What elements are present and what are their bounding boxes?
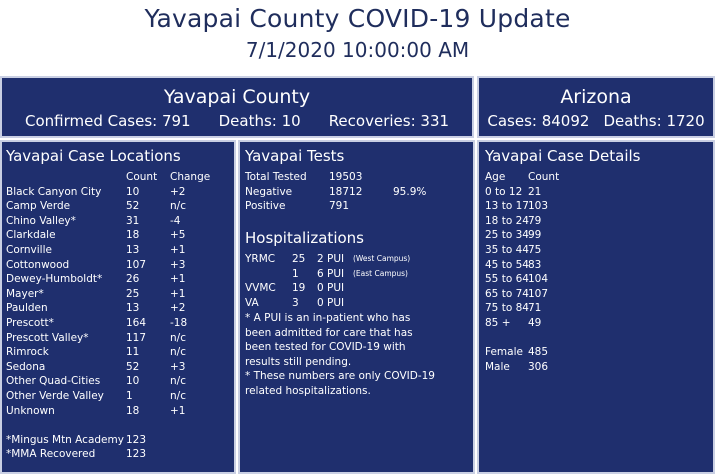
location-name: Camp Verde bbox=[6, 200, 71, 213]
location-count: 31 bbox=[126, 214, 140, 227]
tests-title: Yavapai Tests bbox=[245, 147, 345, 165]
location-change: n/c bbox=[170, 389, 186, 402]
extra-location-name: *MMA Recovered bbox=[6, 448, 96, 461]
age-row bbox=[485, 258, 711, 273]
age-count: 83 bbox=[528, 258, 542, 271]
location-row bbox=[6, 404, 232, 419]
hospital-row bbox=[245, 267, 471, 282]
location-row bbox=[6, 228, 232, 243]
location-change: +3 bbox=[170, 258, 186, 271]
locations-extra-rows bbox=[6, 433, 232, 462]
location-row bbox=[6, 287, 232, 302]
hospital-row bbox=[245, 296, 471, 311]
gender-label: Female bbox=[485, 346, 523, 359]
location-name: Other Quad-Cities bbox=[6, 375, 101, 388]
tests-table bbox=[245, 170, 471, 214]
pui-note-line: results still pending. bbox=[245, 355, 352, 368]
age-group: 35 to 44 bbox=[485, 243, 529, 256]
age-count: 103 bbox=[528, 200, 549, 213]
age-group: 75 to 84 bbox=[485, 302, 529, 315]
age-count: 21 bbox=[528, 185, 542, 198]
location-count: 117 bbox=[126, 331, 147, 344]
gender-count: 306 bbox=[528, 360, 549, 373]
location-row bbox=[6, 185, 232, 200]
location-change: +2 bbox=[170, 185, 186, 198]
location-count: 164 bbox=[126, 316, 147, 329]
pui-note-line: been tested for COVID-19 with bbox=[245, 341, 406, 354]
hospital-count: 1 bbox=[292, 267, 299, 280]
location-count: 13 bbox=[126, 243, 140, 256]
hospital-name: VVMC bbox=[245, 282, 276, 295]
arizona-cases: Cases: 84092 bbox=[487, 112, 590, 130]
hospital-name: YRMC bbox=[245, 253, 276, 265]
location-change: +2 bbox=[170, 302, 186, 315]
age-count: 75 bbox=[528, 243, 542, 256]
location-change: +1 bbox=[170, 273, 186, 286]
hospital-name: VA bbox=[245, 296, 259, 309]
location-count: 13 bbox=[126, 302, 140, 315]
location-count: 52 bbox=[126, 200, 140, 213]
hospital-count: 19 bbox=[292, 282, 306, 295]
case-details-panel bbox=[477, 140, 715, 474]
location-row bbox=[6, 345, 232, 360]
age-group: 18 to 24 bbox=[485, 214, 529, 227]
extra-location-count: 123 bbox=[126, 448, 147, 461]
location-row bbox=[6, 214, 232, 229]
test-row bbox=[245, 199, 471, 214]
pui-note-line: been admitted for care that has bbox=[245, 326, 413, 339]
age-count: 104 bbox=[528, 273, 549, 286]
arizona-stats bbox=[479, 112, 713, 130]
extra-location-row bbox=[6, 433, 232, 448]
hosp-table bbox=[245, 252, 471, 310]
location-change: n/c bbox=[170, 346, 186, 359]
age-row bbox=[485, 272, 711, 287]
details-table bbox=[485, 170, 711, 374]
location-name: Clarkdale bbox=[6, 229, 56, 242]
arizona-title: Arizona bbox=[560, 86, 632, 108]
location-row bbox=[6, 316, 232, 331]
location-change: +5 bbox=[170, 229, 186, 242]
hosp-note-line: * These numbers are only COVID-19 bbox=[245, 370, 435, 383]
county-summary-panel bbox=[0, 76, 474, 138]
page-header bbox=[0, 0, 715, 74]
hosp-title: Hospitalizations bbox=[245, 229, 364, 247]
age-row bbox=[485, 243, 711, 258]
hospital-row bbox=[245, 252, 471, 267]
gender-count: 485 bbox=[528, 346, 549, 359]
locations-col-change: Change bbox=[170, 171, 211, 183]
test-row bbox=[245, 170, 471, 185]
arizona-deaths: Deaths: 1720 bbox=[603, 112, 705, 130]
location-row bbox=[6, 272, 232, 287]
age-count: 71 bbox=[528, 302, 542, 315]
hospital-count: 25 bbox=[292, 253, 306, 265]
location-count: 11 bbox=[126, 346, 140, 359]
county-recoveries: Recoveries: 331 bbox=[328, 112, 450, 130]
age-row bbox=[485, 287, 711, 302]
test-value: 791 bbox=[329, 200, 350, 213]
location-name: Chino Valley* bbox=[6, 214, 76, 227]
location-change: +1 bbox=[170, 243, 186, 256]
page-title: Yavapai County COVID-19 Update bbox=[144, 4, 571, 33]
location-name: Unknown bbox=[6, 404, 55, 417]
hospital-pui: 0 PUI bbox=[317, 296, 345, 309]
county-confirmed: Confirmed Cases: 791 bbox=[24, 112, 191, 130]
age-row bbox=[485, 228, 711, 243]
details-age-rows bbox=[485, 185, 711, 331]
location-change: -4 bbox=[170, 214, 181, 227]
location-count: 26 bbox=[126, 273, 140, 286]
age-group: 0 to 12 bbox=[485, 185, 523, 198]
location-name: Prescott Valley* bbox=[6, 331, 89, 344]
gender-label: Male bbox=[485, 360, 510, 373]
location-name: Mayer* bbox=[6, 287, 44, 300]
update-datetime: 7/1/2020 10:00:00 AM bbox=[245, 38, 470, 62]
hospital-campus: (East Campus) bbox=[353, 268, 408, 278]
location-row bbox=[6, 331, 232, 346]
hospital-pui: 2 PUI bbox=[317, 253, 345, 265]
location-change: -18 bbox=[170, 316, 188, 329]
hospital-pui: 6 PUI bbox=[317, 267, 345, 280]
test-label: Total Tested bbox=[245, 171, 307, 183]
locations-rows bbox=[6, 185, 232, 419]
locations-header-row bbox=[6, 170, 232, 185]
age-group: 85 + bbox=[485, 316, 511, 329]
location-count: 10 bbox=[126, 375, 140, 388]
gender-row bbox=[485, 360, 711, 375]
location-name: Other Verde Valley bbox=[6, 389, 104, 402]
hospital-campus: (West Campus) bbox=[353, 254, 411, 263]
details-col-count: Count bbox=[528, 171, 560, 183]
age-row bbox=[485, 199, 711, 214]
age-count: 79 bbox=[528, 214, 542, 227]
location-row bbox=[6, 243, 232, 258]
locations-col-count: Count bbox=[126, 171, 158, 183]
test-row bbox=[245, 185, 471, 200]
extra-location-row bbox=[6, 447, 232, 462]
location-count: 107 bbox=[126, 258, 147, 271]
arizona-summary-panel bbox=[477, 76, 715, 138]
location-name: Sedona bbox=[6, 360, 46, 373]
location-change: n/c bbox=[170, 375, 186, 388]
age-group: 25 to 34 bbox=[485, 229, 529, 242]
location-change: +1 bbox=[170, 287, 186, 300]
age-group: 55 to 64 bbox=[485, 273, 529, 286]
county-title: Yavapai County bbox=[163, 86, 311, 108]
location-row bbox=[6, 258, 232, 273]
age-row bbox=[485, 316, 711, 331]
age-count: 99 bbox=[528, 229, 542, 242]
details-col-age: Age bbox=[485, 171, 506, 183]
age-row bbox=[485, 185, 711, 200]
location-name: Black Canyon City bbox=[6, 185, 102, 198]
gender-row bbox=[485, 345, 711, 360]
location-count: 52 bbox=[126, 360, 140, 373]
test-label: Positive bbox=[245, 200, 286, 213]
tests-panel bbox=[238, 140, 475, 474]
details-title: Yavapai Case Details bbox=[485, 147, 641, 165]
location-row bbox=[6, 374, 232, 389]
locations-table bbox=[6, 170, 232, 462]
location-row bbox=[6, 360, 232, 375]
details-gender-rows bbox=[485, 345, 711, 374]
location-count: 1 bbox=[126, 389, 133, 402]
extra-location-count: 123 bbox=[126, 433, 147, 446]
location-name: Cornville bbox=[6, 243, 52, 256]
location-row bbox=[6, 199, 232, 214]
location-name: Dewey-Humboldt* bbox=[6, 273, 103, 286]
test-value: 18712 bbox=[329, 185, 363, 198]
location-change: +1 bbox=[170, 404, 186, 417]
hospital-pui: 0 PUI bbox=[317, 282, 345, 295]
county-deaths: Deaths: 10 bbox=[218, 112, 301, 130]
location-count: 18 bbox=[126, 229, 140, 242]
location-count: 18 bbox=[126, 404, 140, 417]
location-change: n/c bbox=[170, 331, 186, 344]
extra-location-name: *Mingus Mtn Academy bbox=[6, 433, 124, 446]
location-change: +3 bbox=[170, 360, 186, 373]
hospital-count: 3 bbox=[292, 296, 299, 309]
location-count: 10 bbox=[126, 185, 140, 198]
hospital-row bbox=[245, 281, 471, 296]
hosp-notes bbox=[245, 311, 435, 399]
location-change: n/c bbox=[170, 200, 186, 213]
test-label: Negative bbox=[245, 185, 293, 198]
age-group: 65 to 74 bbox=[485, 287, 529, 300]
age-row bbox=[485, 214, 711, 229]
case-locations-panel bbox=[0, 140, 236, 474]
age-count: 107 bbox=[528, 287, 549, 300]
details-header-row bbox=[485, 170, 711, 185]
location-row bbox=[6, 389, 232, 404]
age-group: 13 to 17 bbox=[485, 200, 529, 213]
location-name: Paulden bbox=[6, 302, 48, 315]
hosp-note-line: related hospitalizations. bbox=[245, 384, 371, 397]
locations-title: Yavapai Case Locations bbox=[6, 147, 181, 165]
test-value: 19503 bbox=[329, 171, 363, 183]
pui-note-line: * A PUI is an in-patient who has bbox=[245, 312, 411, 324]
location-count: 25 bbox=[126, 287, 140, 300]
location-name: Prescott* bbox=[6, 316, 54, 329]
age-count: 49 bbox=[528, 316, 542, 329]
age-group: 45 to 54 bbox=[485, 258, 529, 271]
location-name: Rimrock bbox=[6, 346, 49, 359]
age-row bbox=[485, 301, 711, 316]
county-stats bbox=[2, 112, 472, 130]
location-row bbox=[6, 301, 232, 316]
location-name: Cottonwood bbox=[6, 258, 70, 271]
test-percent: 95.9% bbox=[393, 185, 427, 198]
